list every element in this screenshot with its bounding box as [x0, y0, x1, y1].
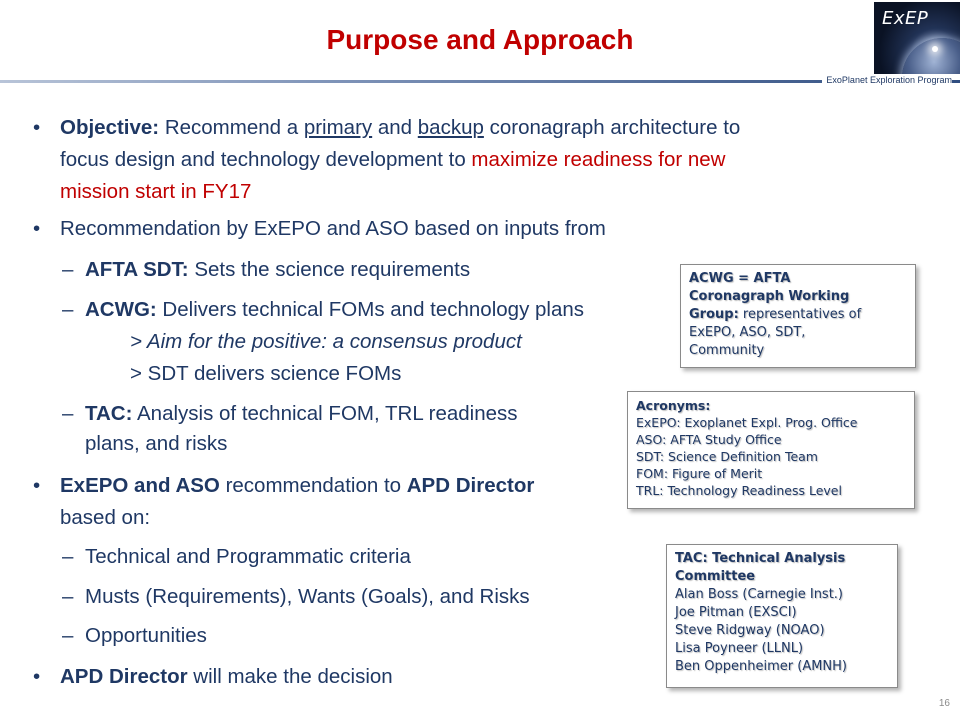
objective-line-1: Objective: Recommend a primary and backup coronagraph architecture to: [60, 116, 741, 139]
dash-tac: –: [62, 402, 74, 425]
dash-criteria-3: –: [62, 624, 74, 647]
acronyms-box: Acronyms: ExEPO: Exoplanet Expl. Prog. Office ASO: AFTA Study Office SDT: Science Definition Team FOM: Figure of Merit TRL: Technology Readiness Level: [627, 391, 915, 509]
tac-line-2: plans, and risks: [85, 432, 228, 455]
acwg-sub-1: > Aim for the positive: a consensus product: [130, 330, 522, 353]
acwg-line: ACWG: Delivers technical FOMs and technology plans: [85, 298, 585, 321]
decision-line: APD Director will make the decision: [60, 665, 393, 688]
objective-line-2: focus design and technology development to maximize readiness for new: [60, 148, 726, 171]
objective-line-3: mission start in FY17: [60, 180, 252, 203]
committee-member: Joe Pitman (EXSCI): [675, 605, 797, 620]
committee-member: Lisa Poyneer (LLNL): [675, 641, 804, 656]
program-name: ExoPlanet Exploration Program: [822, 75, 952, 85]
tac-committee-box: TAC: Technical Analysis Committee Alan Boss (Carnegie Inst.) Joe Pitman (EXSCI) Steve Ridgway (NOAO) Lisa Poyneer (LLNL) Ben Oppenheimer (AMNH): [666, 544, 898, 688]
committee-member: Alan Boss (Carnegie Inst.): [675, 587, 844, 602]
criteria-item-3: Opportunities: [85, 624, 207, 647]
dash-acwg: –: [62, 298, 74, 321]
acronym-item: SDT: Science Definition Team: [636, 449, 818, 464]
acronym-item: FOM: Figure of Merit: [636, 466, 763, 481]
acwg-definition-box: ACWG = AFTA Coronagraph Working Group: representatives of ExEPO, ASO, SDT, Community: [680, 264, 916, 368]
objective-label: Objective:: [60, 116, 160, 139]
tac-line-1: TAC: Analysis of technical FOM, TRL readiness: [85, 402, 518, 425]
bullet-recommendation: •: [33, 217, 41, 240]
dash-criteria-1: –: [62, 545, 74, 568]
afta-line: AFTA SDT: Sets the science requirements: [85, 258, 471, 281]
exepo-line-2: based on:: [60, 506, 151, 529]
logo-text: ExEP: [882, 8, 929, 29]
bullet-exepo: •: [33, 474, 41, 497]
backup-text: backup: [417, 116, 484, 139]
acronym-item: TRL: Technology Readiness Level: [636, 483, 842, 498]
acronym-item: ASO: AFTA Study Office: [636, 432, 782, 447]
page-number: 16: [938, 698, 950, 709]
acronym-item: ExEPO: Exoplanet Expl. Prog. Office: [636, 415, 858, 430]
committee-member: Steve Ridgway (NOAO): [675, 623, 825, 638]
bullet-objective: •: [33, 116, 41, 139]
bullet-decision: •: [33, 665, 41, 688]
dash-afta: –: [62, 258, 74, 281]
committee-member: Ben Oppenheimer (AMNH): [675, 659, 848, 674]
acwg-sub-2: > SDT delivers science FOMs: [130, 362, 402, 385]
recommendation-text: Recommendation by ExEPO and ASO based on inputs from: [60, 217, 606, 240]
exepo-line-1: ExEPO and ASO recommendation to APD Director: [60, 474, 535, 497]
slide-title: Purpose and Approach: [326, 24, 634, 55]
criteria-item-1: Technical and Programmatic criteria: [85, 545, 411, 568]
criteria-item-2: Musts (Requirements), Wants (Goals), and Risks: [85, 585, 530, 608]
primary-text: primary: [303, 116, 373, 139]
dash-criteria-2: –: [62, 585, 74, 608]
